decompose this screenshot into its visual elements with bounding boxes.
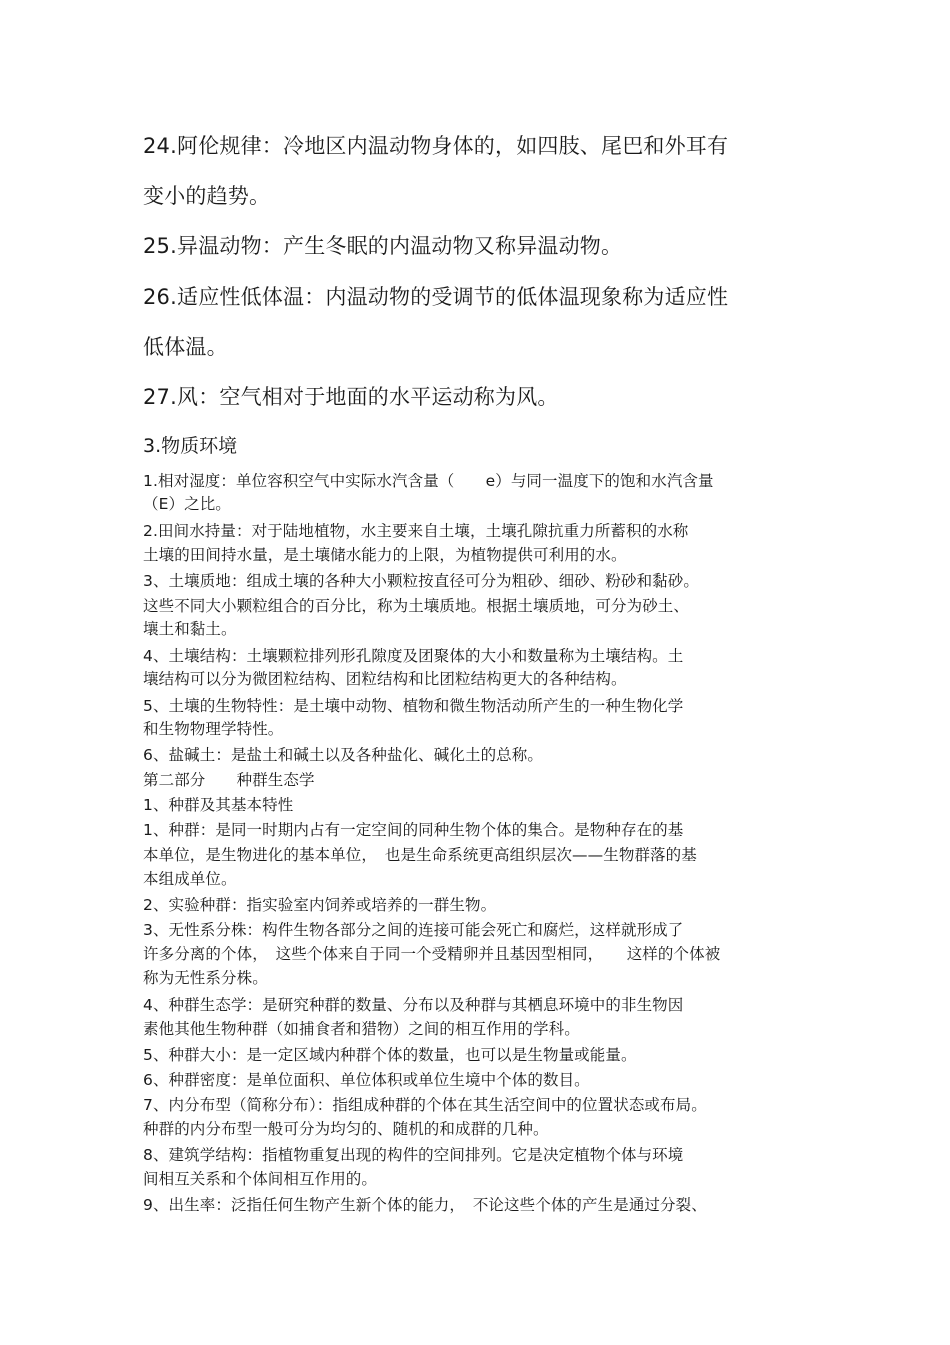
text-line: 土壤的田间持水量，是土壤储水能力的上限，为植物提供可利用的水。 [143,546,627,564]
text-line: 4、土壤结构：土壤颗粒排列形孔隙度及团聚体的大小和数量称为土壤结构。土 [143,647,684,665]
text-line: 这些不同大小颗粒组合的百分比，称为土壤质地。根据土壤质地，可分为砂土、 [143,597,690,615]
paragraph-line: 24.阿伦规律：冷地区内温动物身体的，如四肢、尾巴和外耳有 [143,134,729,158]
text-line: 5、土壤的生物特性：是土壤中动物、植物和微生物活动所产生的一种生物化学 [143,697,684,715]
text-line: 3、无性系分株：构件生物各部分之间的连接可能会死亡和腐烂，这样就形成了 [143,921,684,939]
subsection-heading: 1、种群及其基本特性 [143,796,294,814]
paragraph-line: 27.风：空气相对于地面的水平运动称为风。 [143,385,559,409]
text-line: 本组成单位。 [143,870,237,888]
text-line: 3、土壤质地：组成土壤的各种大小颗粒按直径可分为粗砂、细砂、粉砂和黏砂。 [143,572,699,590]
text-line: 4、种群生态学：是研究种群的数量、分布以及种群与其栖息环境中的非生物因 [143,996,684,1014]
text-line: 种群的内分布型一般可分为均匀的、随机的和成群的几种。 [143,1120,549,1138]
text-line: 壤土和黏土。 [143,620,237,638]
paragraph-line: 25.异温动物：产生冬眠的内温动物又称异温动物。 [143,234,623,258]
paragraph-line: 低体温。 [143,335,228,359]
section-heading: 3.物质环境 [143,435,238,457]
paragraph-line: 变小的趋势。 [143,184,271,208]
text-line: 6、种群密度：是单位面积、单位体积或单位生境中个体的数目。 [143,1071,590,1089]
text-line: 2.田间水持量：对于陆地植物，水主要来自土壤，土壤孔隙抗重力所蓄积的水称 [143,522,689,540]
text-line: 6、盐碱土：是盐土和碱土以及各种盐化、碱化土的总称。 [143,746,543,764]
part-heading: 第二部分 种群生态学 [143,771,315,789]
paragraph-line: 26.适应性低体温：内温动物的受调节的低体温现象称为适应性 [143,285,729,309]
text-line: 1.相对湿度：单位容积空气中实际水汽含量（ e）与同一温度下的饱和水汽含量 [143,472,714,490]
text-line: 和生物物理学特性。 [143,720,284,738]
text-line: 间相互关系和个体间相互作用的。 [143,1170,378,1188]
text-line: 壤结构可以分为微团粒结构、团粒结构和比团粒结构更大的各种结构。 [143,670,627,688]
text-line: 本单位，是生物进化的基本单位， 也是生命系统更高组织层次——生物群落的基 [143,846,697,864]
text-line: （E）之比。 [143,495,231,513]
text-line: 许多分离的个体， 这些个体来自于同一个受精卵并且基因型相同， 这样的个体被 [143,945,721,963]
text-line: 2、实验种群：指实验室内饲养或培养的一群生物。 [143,896,497,914]
text-line: 7、内分布型（简称分布）：指组成种群的个体在其生活空间中的位置状态或布局。 [143,1096,707,1114]
text-line: 素他其他生物种群（如捕食者和猎物）之间的相互作用的学科。 [143,1020,580,1038]
text-line: 8、建筑学结构：指植物重复出现的构件的空间排列。它是决定植物个体与环境 [143,1146,684,1164]
text-line: 称为无性系分株。 [143,969,268,987]
text-line: 5、种群大小：是一定区域内种群个体的数量，也可以是生物量或能量。 [143,1046,637,1064]
text-line: 1、种群：是同一时期内占有一定空间的同种生物个体的集合。是物种存在的基 [143,821,684,839]
text-line: 9、出生率：泛指任何生物产生新个体的能力， 不论这些个体的产生是通过分裂、 [143,1196,707,1214]
